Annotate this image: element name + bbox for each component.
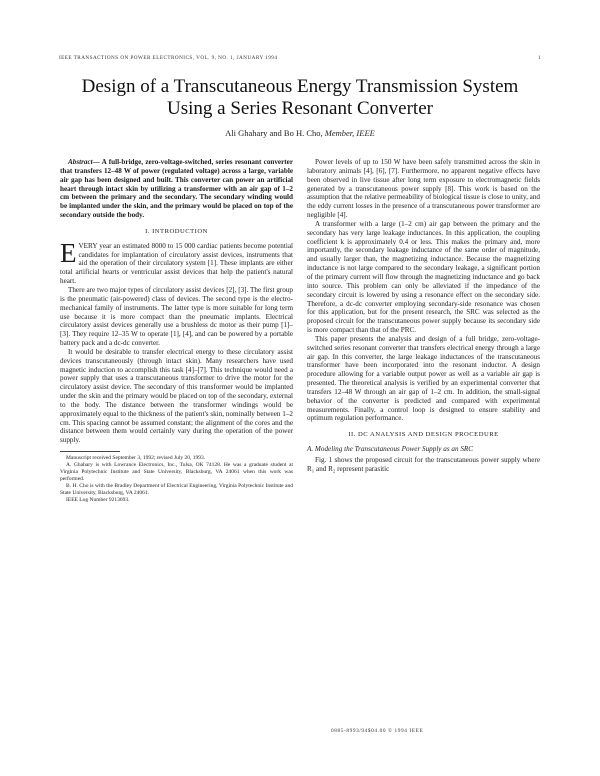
right-column bbox=[307, 158, 540, 474]
abstract-label: Abstract bbox=[68, 158, 93, 166]
footnote-author-1: A. Ghahary is with Lowrance Electronics, Inc., Tulsa, OK 74128. He was a graduate student at Virginia Polytechnic Institute and State University, Blacksburg, VA 24061 when this work was performed. bbox=[60, 462, 293, 482]
abstract bbox=[60, 158, 293, 220]
intro-paragraph-3: It would be desirable to transfer electrical energy to these circulatory assist devices transcutaneously (through intact skin). Many researchers have used magnetic induction to accomplish this task [4]–[7]. This technique would need a power supply that uses a transcutaneous transformer to drive the motor for the circulatory assist device. The secondary of this transformer would be implanted under the skin and the primary would be placed on top of the secondary, external to the body. The distance between the transformer windings would be approximately equal to the thickness of the patient's skin, nominally between 1–2 cm. This spacing cannot be assumed constant; the alignment of the cores and the distance between them would certainly vary during the operation of the power supply. bbox=[60, 347, 293, 445]
footnote-divider bbox=[60, 451, 120, 452]
drop-cap: E bbox=[60, 237, 77, 268]
page-number: 1 bbox=[537, 55, 541, 61]
author-line bbox=[60, 128, 540, 138]
author-membership: Member, IEEE bbox=[324, 128, 375, 138]
subsection-heading-modeling: A. Modeling the Transcutaneous Power Supply as an SRC bbox=[307, 445, 474, 454]
footnote-ieee-log: IEEE Log Number 9213693. bbox=[66, 496, 130, 503]
running-header bbox=[59, 55, 541, 65]
body-paragraph-4: Fig. 1 shows the proposed circuit for the transcutaneous power supply where R₁ and R₂ represent parasitic bbox=[307, 456, 540, 473]
body-paragraph-3: This paper presents the analysis and design of a full bridge, zero-voltage-switched series resonant converter that transfers electrical energy through a large air gap. In this converter, the large leakage inductances of the transcutaneous transformer have been incorporated into the resonant inductor. A design procedure allowing for a variable output power as well as a variable air gap is presented. The theoretical analysis is verified by an experimental converter that transfers 12–48 W through an air gap of 1–2 cm. In addition, the small-signal behavior of the converter is predicted and compared with experimental measurements. Finally, a control loop is designed to ensure stability and optimum regulation performance. bbox=[307, 334, 540, 423]
abstract-text: — A full-bridge, zero-voltage-switched, series resonant converter that transfers 12–48 W of power (regulated voltage) across a large, variable air gap has been designed and built. This converter can power an artificial heart through intact skin by utilizing a transformer with an air gap of 1–2 cm between the primary and the secondary. The secondary winding would be implanted under the skin, and the primary would be placed on top of the secondary outside the body. bbox=[60, 158, 293, 220]
intro-paragraph-1 bbox=[60, 237, 293, 286]
section-heading-introduction: I. INTRODUCTION bbox=[145, 227, 208, 235]
copyright-identifier: 0885-8993/94$04.00 © 1994 IEEE bbox=[331, 728, 424, 734]
intro-paragraph-1-text: VERY year an estimated 8000 to 15 000 cardiac patients become potential candidates for implantation of circulatory assist devices, instruments that aid the operation of their circulatory system [1]. These implants are either total artificial hearts or ventricular assist devices that help the patient's natural heart. bbox=[60, 241, 293, 286]
left-column bbox=[60, 158, 293, 504]
footnote-author-2: B. H. Cho is with the Bradley Department of Electrical Engineering, Virginia Polytechnic Institute and State University, Blacksburg, VA 24061. bbox=[60, 482, 293, 496]
section-heading-dc-analysis: II. DC ANALYSIS AND DESIGN PROCEDURE bbox=[348, 431, 499, 439]
footnote-received: Manuscript received September 3, 1992; revised July 20, 1993. bbox=[66, 455, 206, 462]
body-paragraph-2: A transformer with a large (1–2 cm) air gap between the primary and the secondary has very large leakage inductances. In this application, the coupling coefficient k is approximately 0.4 or less. This makes the primary and, more importantly, the secondary leakage inductance of the same order of magnitude, and usually larger than, the magnetizing inductance. Because the magnetizing inductance is not large compared to the secondary leakage, a significant portion of the primary current will flow through the magnetizing inductance and go back into source. This problem can only be alleviated if the impedance of the secondary circuit is lowered by using a resonance effect on the secondary side. Therefore, a dc-dc converter employing secondary-side resonance was chosen for this application, but for the present research, the SRC was selected as the proposed circuit for the transcutaneous power supply because its secondary side is more compact than that of the PRC. bbox=[307, 219, 540, 335]
intro-paragraph-2: There are two major types of circulatory assist devices [2], [3]. The first group is the pneumatic (air-powered) class of devices. The second type is the electro-mechanical family of instruments. The latter type is more suitable for long term use because it is more compact than the pneumatic implants. Electrical circulatory assist devices generally use a brushless dc motor as their pump [1]–[3]. They require 12–35 W to operate [1], [4], and can be powered by a portable battery pack and a dc-dc converter. bbox=[60, 285, 293, 348]
journal-header: IEEE TRANSACTIONS ON POWER ELECTRONICS, VOL. 9, NO. 1, JANUARY 1994 bbox=[59, 55, 278, 61]
author-names: Ali Ghahary and Bo H. Cho, bbox=[225, 128, 323, 138]
footnotes bbox=[60, 455, 293, 503]
body-paragraph-1: Power levels of up to 150 W have been safely transmitted across the skin in laboratory animals [4], [6], [7]. Furthermore, no apparent negative effects have been observed in live tissue after long term exposure to electromagnetic fields generated by a transcutaneous power supply [8]. This work is based on the assumption that the relative permeability of biological tissue is close to unity, and the eddy current losses in the presence of a transcutaneous power transformer are negligible [4]. bbox=[307, 158, 540, 220]
paper-title: Design of a Transcutaneous Energy Transmission System Using a Series Resonant Converter bbox=[81, 76, 519, 119]
